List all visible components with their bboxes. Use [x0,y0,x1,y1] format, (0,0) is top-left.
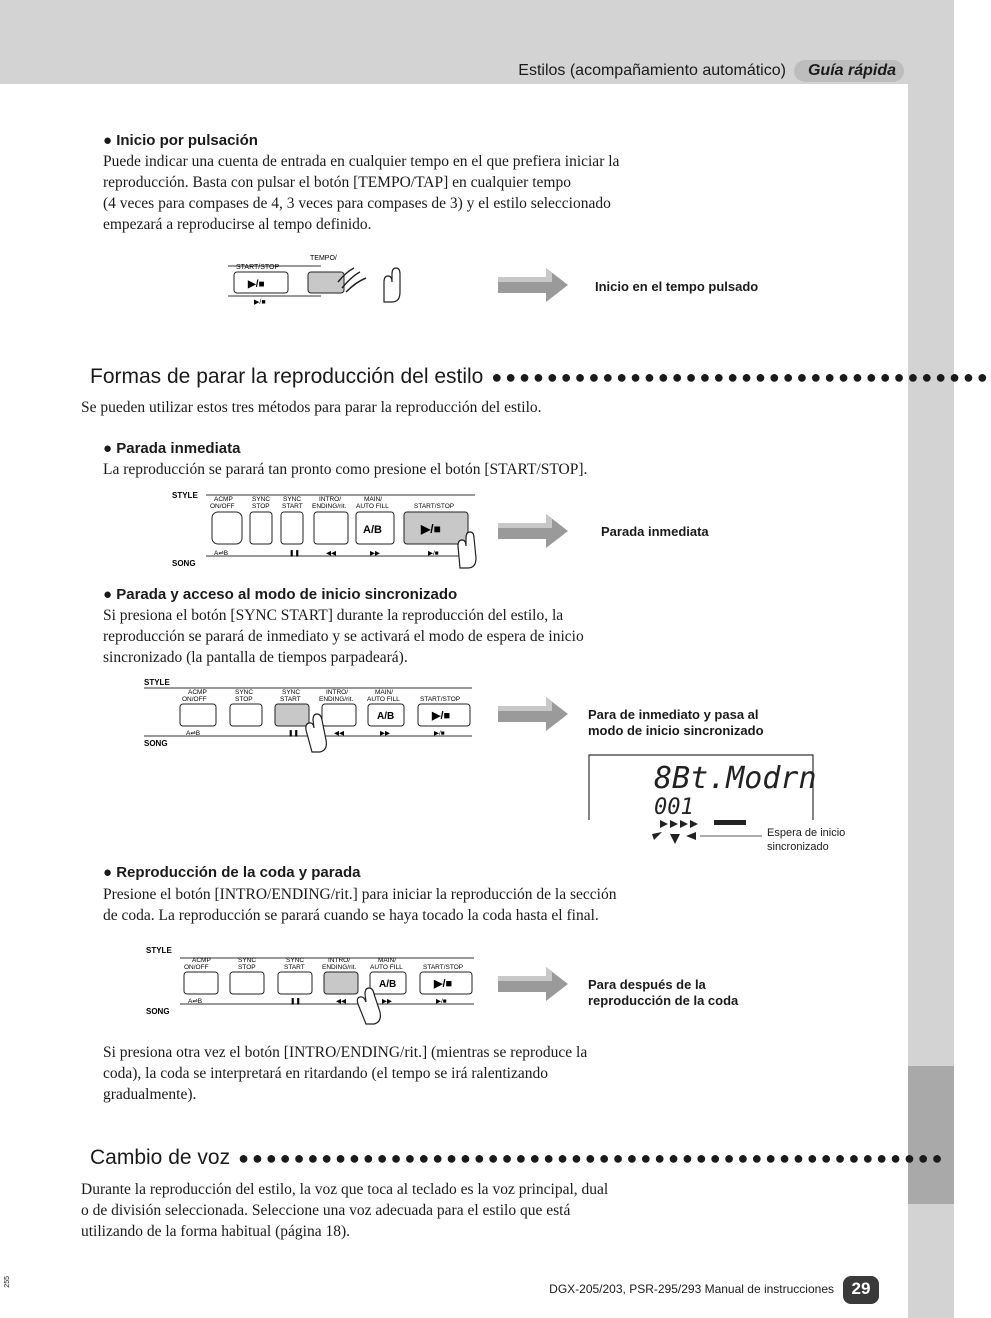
under-rewind: ◀◀ [334,730,344,737]
header-tag: Guía rápida [794,60,904,82]
acmp-button[interactable] [212,512,242,544]
label-start-stop: START/STOP [423,964,464,971]
arrow-right-icon [498,967,570,1001]
caption-line: sincronizado [767,841,829,853]
panel-figure-1 [170,488,490,570]
label-autofill: AUTO FILL [370,964,403,971]
label-ending: ENDING/rit. [322,964,357,971]
line: reproducción se parará de inmediato y se activará el modo de espera de inicio [103,628,584,645]
caption-coda [588,977,738,1009]
bullet-inicio-pulsacion: ● Inicio por pulsación [103,132,258,149]
tempo-tap-button[interactable] [308,272,344,293]
heading-cambio-voz [82,1146,946,1170]
under-pause: ❚❚ [289,550,300,557]
sync-stop-button[interactable] [230,704,262,726]
ab-label: A/B [363,524,382,536]
start-stop-label: ▶/■ [434,978,453,990]
line: Puede indicar una cuenta de entrada en cualquier tempo en el que prefiera iniciar la [103,153,620,170]
under-forward: ▶▶ [380,730,390,737]
label-stop: STOP [238,964,256,971]
line: Si presiona el botón [SYNC START] durante la reproducción del estilo, la [103,607,564,624]
song-label: SONG [144,739,168,748]
dot-leader: ●●●●●●●●●●●●●●●●●●●●●●●●●●●●●●●●●●●● [491,366,991,387]
label-autofill: AUTO FILL [356,503,389,510]
label-stop: STOP [235,696,253,703]
label-intro: INTRO/ [326,689,349,696]
sync-start-button[interactable] [278,972,312,994]
caption-line: Espera de inicio [767,827,846,839]
footer-manual: DGX-205/203, PSR-295/293 Manual de instrucciones [549,1282,834,1296]
paragraph-ritardando [103,1042,673,1105]
label-tempo: TEMPO/ [310,255,337,262]
arrow-right-icon [498,514,570,548]
paragraph-voz [81,1179,671,1242]
label-intro: INTRO/ [328,957,351,964]
header-section: Estilos (acompañamiento automático) [518,62,786,79]
ab-label: A/B [377,711,395,722]
intro-ending-button[interactable] [322,704,356,726]
style-label: STYLE [144,678,170,687]
bullet-coda: ● Reproducción de la coda y parada [103,864,361,881]
label-start-stop: START/STOP [414,503,455,510]
lcd-style-number: 001 [654,795,694,820]
caption-line: reproducción de la coda [588,993,739,1008]
line: reproducción. Basta con pulsar el botón [TEMPO/TAP] en cualquier tempo [103,174,571,191]
under-play: ▶/■ [428,550,439,557]
sync-stop-button[interactable] [250,512,272,544]
label-acmp: ACMP [214,496,233,503]
bullet-parada-sincronizado: ● Parada y acceso al modo de inicio sincronizado [103,586,458,603]
paragraph-coda [103,884,673,926]
paragraph-parada-inmediata: La reproducción se parará tan pronto como presione el botón [START/STOP]. [103,461,588,478]
label-sync2: SYNC [283,496,302,503]
intro-ending-button[interactable] [314,512,348,544]
under-rewind: ◀◀ [336,998,346,1005]
label-main: MAIN/ [364,496,383,503]
start-stop-under: ▶/■ [254,299,266,306]
paragraph-sincronizado [103,605,673,668]
label-stop: STOP [252,503,270,510]
page-number: 29 [843,1276,879,1304]
caption-line: modo de inicio sincronizado [588,723,764,738]
paragraph-inicio [103,151,673,235]
acmp-button[interactable] [180,704,216,726]
label-ending: ENDING/rit. [312,503,347,510]
song-label: SONG [146,1007,170,1016]
line: empezará a reproducirse al tempo definido. [103,216,372,233]
panel-figure-3 [144,944,479,1026]
label-sync: SYNC [235,689,254,696]
line: o de división seleccionada. Seleccione una voz adecuada para el estilo que está [81,1202,571,1219]
line: Durante la reproducción del estilo, la voz que toca al teclado es la voz principal, dual [81,1181,609,1198]
label-start: START [282,503,303,510]
line: de coda. La reproducción se parará cuando se haya tocado la coda hasta el final. [103,907,599,924]
start-stop-label: ▶/■ [421,522,441,536]
song-label: SONG [172,559,196,568]
style-label: STYLE [172,491,198,500]
line: utilizando de la forma habitual (página 18). [81,1223,351,1240]
arrow-right-icon [498,697,570,731]
label-acmp-onoff: ON/OFF [184,964,209,971]
under-ab: A⇌B [186,730,201,737]
intro-ending-button[interactable] [324,972,358,994]
sync-start-button[interactable] [275,704,309,726]
heading-text: Formas de parar la reproducción del estilo [90,365,484,388]
under-play: ▶/■ [436,998,447,1005]
label-acmp-onoff: ON/OFF [182,696,207,703]
label-sync2: SYNC [286,957,305,964]
under-play: ▶/■ [434,730,445,737]
line: (4 veces para compases de 4, 3 veces para compases de 3) y el estilo seleccionado [103,195,611,212]
sync-stop-button[interactable] [230,972,264,994]
line: gradualmente). [103,1086,197,1103]
label-ending: ENDING/rit. [319,696,354,703]
caption-line: Para después de la [588,977,706,992]
acmp-button[interactable] [184,972,218,994]
heading-formas-parar [82,365,991,389]
hand-icon [384,268,400,302]
under-ab: A⇌B [214,550,229,557]
label-acmp: ACMP [188,689,207,696]
intro-metodos: Se pueden utilizar estos tres métodos para parar la reproducción del estilo. [81,399,542,416]
print-code: 255 [4,1276,11,1288]
caption-espera [767,826,845,854]
label-sync: SYNC [238,957,257,964]
under-pause: ❚❚ [290,998,301,1005]
acmp-on-indicator [714,820,746,825]
caption-parada-inmediata: Parada inmediata [601,524,709,539]
line: Si presiona otra vez el botón [INTRO/ENDING/rit.] (mientras se reproduce la [103,1044,588,1061]
beat-indicator-icon [652,820,698,844]
label-intro: INTRO/ [319,496,342,503]
caption-sincronizado [588,707,764,739]
label-start-stop: START/STOP [420,696,461,703]
tempo-tap-figure [226,252,416,310]
under-rewind: ◀◀ [326,550,336,557]
label-acmp-onoff: ON/OFF [210,503,235,510]
heading-text: Cambio de voz [90,1146,231,1169]
label-sync: SYNC [252,496,271,503]
bullet-parada-inmediata: ● Parada inmediata [103,440,241,457]
under-forward: ▶▶ [370,550,380,557]
label-start-stop: START/STOP [236,264,280,271]
start-stop-label: ▶/■ [248,279,265,290]
caption-inicio-tempo: Inicio en el tempo pulsado [595,279,759,294]
label-main: MAIN/ [378,957,397,964]
sync-start-button[interactable] [281,512,303,544]
label-start: START [284,964,305,971]
caption-line: Para de inmediato y pasa al [588,707,759,722]
line: coda), la coda se interpretará en ritardando (el tempo se irá ralentizando [103,1065,548,1082]
start-stop-label: ▶/■ [432,710,451,722]
under-forward: ▶▶ [382,998,392,1005]
panel-figure-2 [142,676,477,752]
line: Presione el botón [INTRO/ENDING/rit.] para iniciar la reproducción de la sección [103,886,617,903]
dot-leader: ●●●●●●●●●●●●●●●●●●●●●●●●●●●●●●●●●●●●●●●●●●●●●●●●●●● [238,1147,946,1168]
label-start: START [280,696,301,703]
label-sync2: SYNC [282,689,301,696]
label-autofill: AUTO FILL [367,696,400,703]
under-ab: A⇌B [188,998,203,1005]
style-label: STYLE [146,946,172,955]
label-acmp: ACMP [192,957,211,964]
under-pause: ❚❚ [288,730,299,737]
arrow-right-icon [498,268,570,302]
ab-label: A/B [379,979,397,990]
label-main: MAIN/ [375,689,394,696]
lcd-style-name: 8Bt.Modrn [654,761,817,796]
running-header [518,60,904,82]
side-tab [908,1066,954,1204]
line: sincronizado (la pantalla de tiempos parpadeará). [103,649,408,666]
